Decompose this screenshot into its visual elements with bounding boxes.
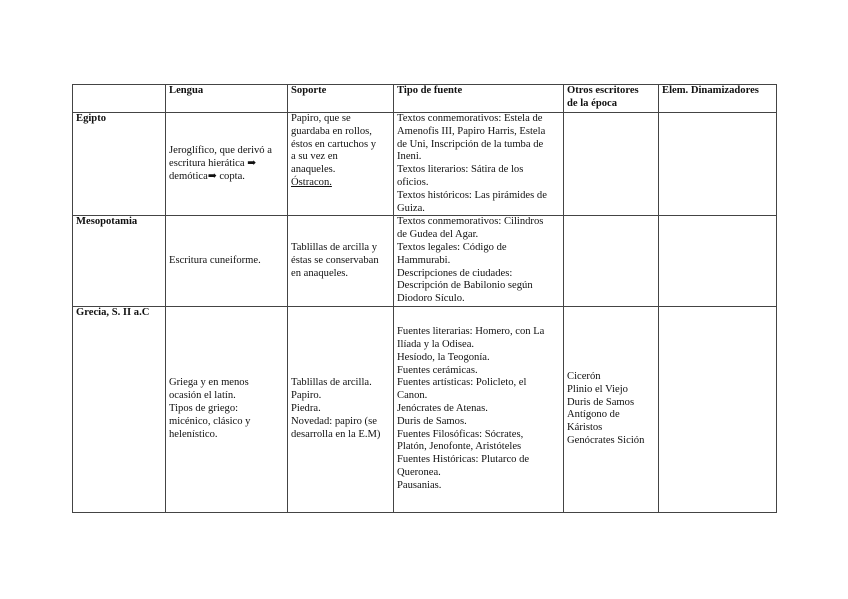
text-line: Textos conmemorativos: Estela de: [397, 113, 543, 124]
text-line: Papiro.: [291, 390, 322, 402]
text-line: Escritura cuneiforme.: [169, 254, 261, 266]
fuente-cell: [394, 216, 564, 307]
fuente-cell: [394, 113, 564, 216]
text-line: de Uni, Inscripción de la tumba de: [397, 138, 544, 150]
text-line: en anaqueles.: [291, 267, 349, 279]
text-line: Textos legales: Código de: [397, 241, 507, 253]
soporte-cell: [288, 306, 394, 512]
text-line: Fuentes Históricas: Plutarco de: [397, 454, 530, 466]
text-line: Fuentes Filosóficas: Sócrates,: [397, 428, 524, 440]
text-line: Griega y en menos: [169, 377, 249, 389]
text-line: Textos literarios: Sátira de los: [397, 164, 524, 176]
text-line: Ineni.: [397, 151, 422, 163]
table-row-egipto: [73, 113, 777, 216]
region-label: Mesopotamia: [73, 216, 166, 307]
otros-cell: [564, 216, 659, 307]
text-line: Platón, Jenofonte, Aristóteles: [397, 441, 522, 453]
header-dinamizadores: Elem. Dinamizadores: [659, 85, 777, 113]
text-line: Duris de Samos.: [397, 415, 467, 427]
header-tipo-fuente: Tipo de fuente: [394, 85, 564, 113]
text-line: Descripciones de ciudades:: [397, 267, 513, 279]
text-line: Antígono de: [567, 409, 620, 421]
dinamizadores-cell: [659, 113, 777, 216]
header-lengua: Lengua: [166, 85, 288, 113]
region-label: Grecia, S. II a.C: [73, 306, 166, 512]
text-line: Fuentes literarias: Homero, con La: [397, 326, 545, 338]
text-line: Hammurabi.: [397, 254, 451, 266]
lengua-cell: [166, 306, 288, 512]
text-line: oficios.: [397, 176, 429, 188]
table-row-mesopotamia: [73, 216, 777, 307]
text-line: Piedra.: [291, 403, 321, 415]
soporte-lines: [291, 113, 390, 177]
text-line: Duris de Samos: [567, 396, 635, 408]
fuente-cell: [394, 306, 564, 512]
text-line: Papiro, que se: [291, 113, 351, 124]
text-line: Plinio el Viejo: [567, 383, 628, 395]
text-line: Cicerón: [567, 371, 601, 383]
text-line: Fuentes artísticas: Policleto, el: [397, 377, 527, 389]
text-line: Pausanias.: [397, 479, 442, 491]
text-line: Jenócrates de Atenas.: [397, 403, 488, 415]
text-line: Amenofis III, Papiro Harris, Estela: [397, 125, 546, 137]
text-line: Fuentes cerámicas.: [397, 364, 478, 376]
text-line: desarrolla en la E.M): [291, 428, 381, 440]
text-line: anaqueles.: [291, 164, 336, 176]
otros-cell: [564, 306, 659, 512]
text-line: Textos conmemorativos: Cilindros: [397, 216, 544, 228]
dinamizadores-cell: [659, 306, 777, 512]
lengua-cell: [166, 216, 288, 307]
header-region: [73, 85, 166, 113]
region-label: Egipto: [73, 113, 166, 216]
text-line: Tablillas de arcilla y: [291, 241, 378, 253]
header-otros-escritores: [564, 85, 659, 113]
text-line: Hesíodo, la Teogonía.: [397, 351, 490, 363]
text-line: guardaba en rollos,: [291, 125, 372, 137]
text-line: Novedad: papiro (se: [291, 415, 377, 427]
text-line: de la época: [567, 97, 618, 109]
text-line: Guiza.: [397, 202, 425, 214]
text-line: Tipos de griego:: [169, 403, 239, 415]
soporte-underlined: Óstracon.: [291, 176, 332, 188]
text-line: Jeroglífico, que derivó a: [169, 144, 272, 156]
otros-cell: [564, 113, 659, 216]
header-soporte: Soporte: [288, 85, 394, 113]
lengua-cell: [166, 113, 288, 216]
text-line: ocasión el latín.: [169, 390, 236, 402]
text-line: Queronea.: [397, 467, 441, 479]
text-line: micénico, clásico y: [169, 415, 251, 427]
text-line: Ilíada y la Odisea.: [397, 339, 475, 351]
soporte-cell: [288, 113, 394, 216]
text-line: demótica➡ copta.: [169, 170, 245, 182]
table-row-grecia: [73, 306, 777, 512]
text-line: Káristos: [567, 422, 603, 434]
text-line: éstos en cartuchos y: [291, 138, 377, 150]
text-line: helenístico.: [169, 428, 218, 440]
text-line: Otros escritores: [567, 85, 639, 96]
text-line: Textos históricos: Las pirámides de: [397, 189, 547, 201]
history-sources-table: [72, 84, 777, 513]
header-row: [73, 85, 777, 113]
text-line: Tablillas de arcilla.: [291, 377, 372, 389]
text-line: Genócrates Sición: [567, 435, 645, 447]
dinamizadores-cell: [659, 216, 777, 307]
text-line: Diodoro Sículo.: [397, 293, 465, 305]
text-line: Descripción de Babilonio según: [397, 280, 533, 292]
text-line: a su vez en: [291, 151, 338, 163]
text-line: de Gudea del Agar.: [397, 229, 479, 241]
soporte-cell: [288, 216, 394, 307]
text-line: escritura hierática ➡: [169, 157, 257, 169]
text-line: éstas se conservaban: [291, 254, 379, 266]
text-line: Canon.: [397, 390, 428, 402]
